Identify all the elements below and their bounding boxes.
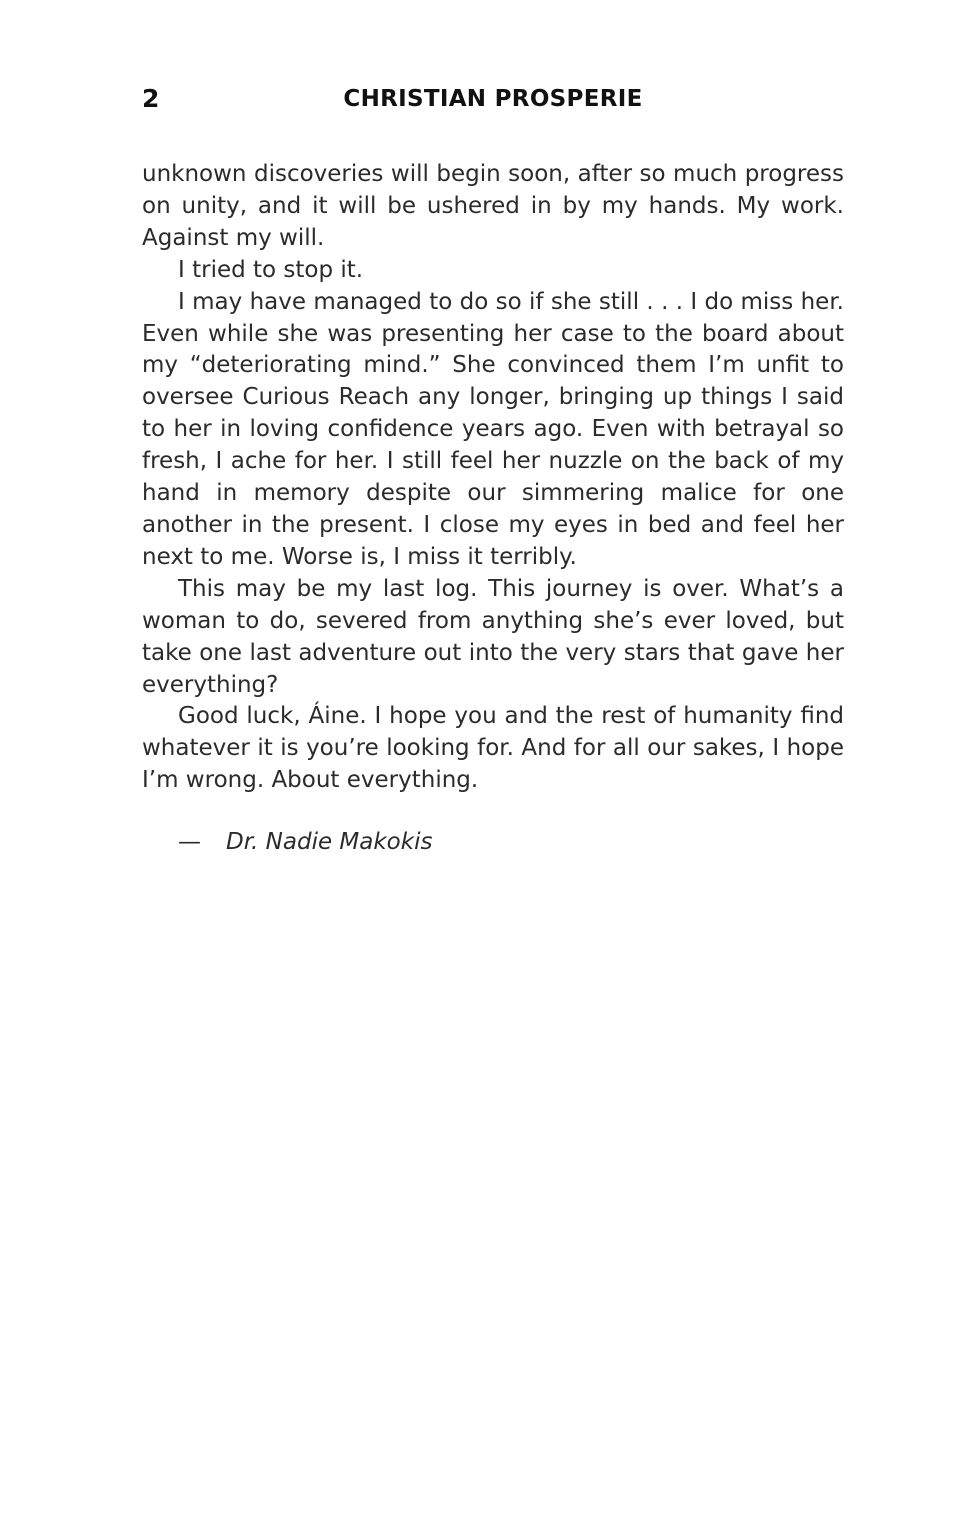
body-text [142,159,844,797]
paragraph-continuation: unknown discoveries will begin soon, after so much progress on unity, and it will be ushered in by my hands. My work. Against my will. [142,161,844,251]
signature-line [178,826,778,858]
paragraph: I tried to stop it. [178,256,364,283]
paragraph: Good luck, Áine. I hope you and the rest of humanity find whatever it is you’re looking for. And for all our sakes, I hope I’m wrong. About everything. [142,703,844,794]
page-number: 2 [142,84,160,113]
signature-dash: — [178,829,201,855]
page-header [142,82,844,116]
paragraph: I may have managed to do so if she still . . . I do miss her. Even while she was presenting her case to the board about my “deteriorating mind.” She convinced them I’m unfit to oversee Curious Reach any longer, bringing up things I said to her in loving confidence years ago. Even with betrayal so fresh, I ache for her. I still feel her nuzzle on the back of my hand in memory despite our simmering malice for one another in the present. I close my eyes in bed and feel her next to me. Worse is, I miss it terribly. [142,288,844,570]
signature-name: Dr. Nadie Makokis [226,829,433,855]
running-head-author: CHRISTIAN PROSPERIE [343,86,643,112]
paragraph: This may be my last log. This journey is over. What’s a woman to do, severed from anything she’s ever loved, but take one last adventure out into the very stars that gave her everything? [142,575,844,698]
